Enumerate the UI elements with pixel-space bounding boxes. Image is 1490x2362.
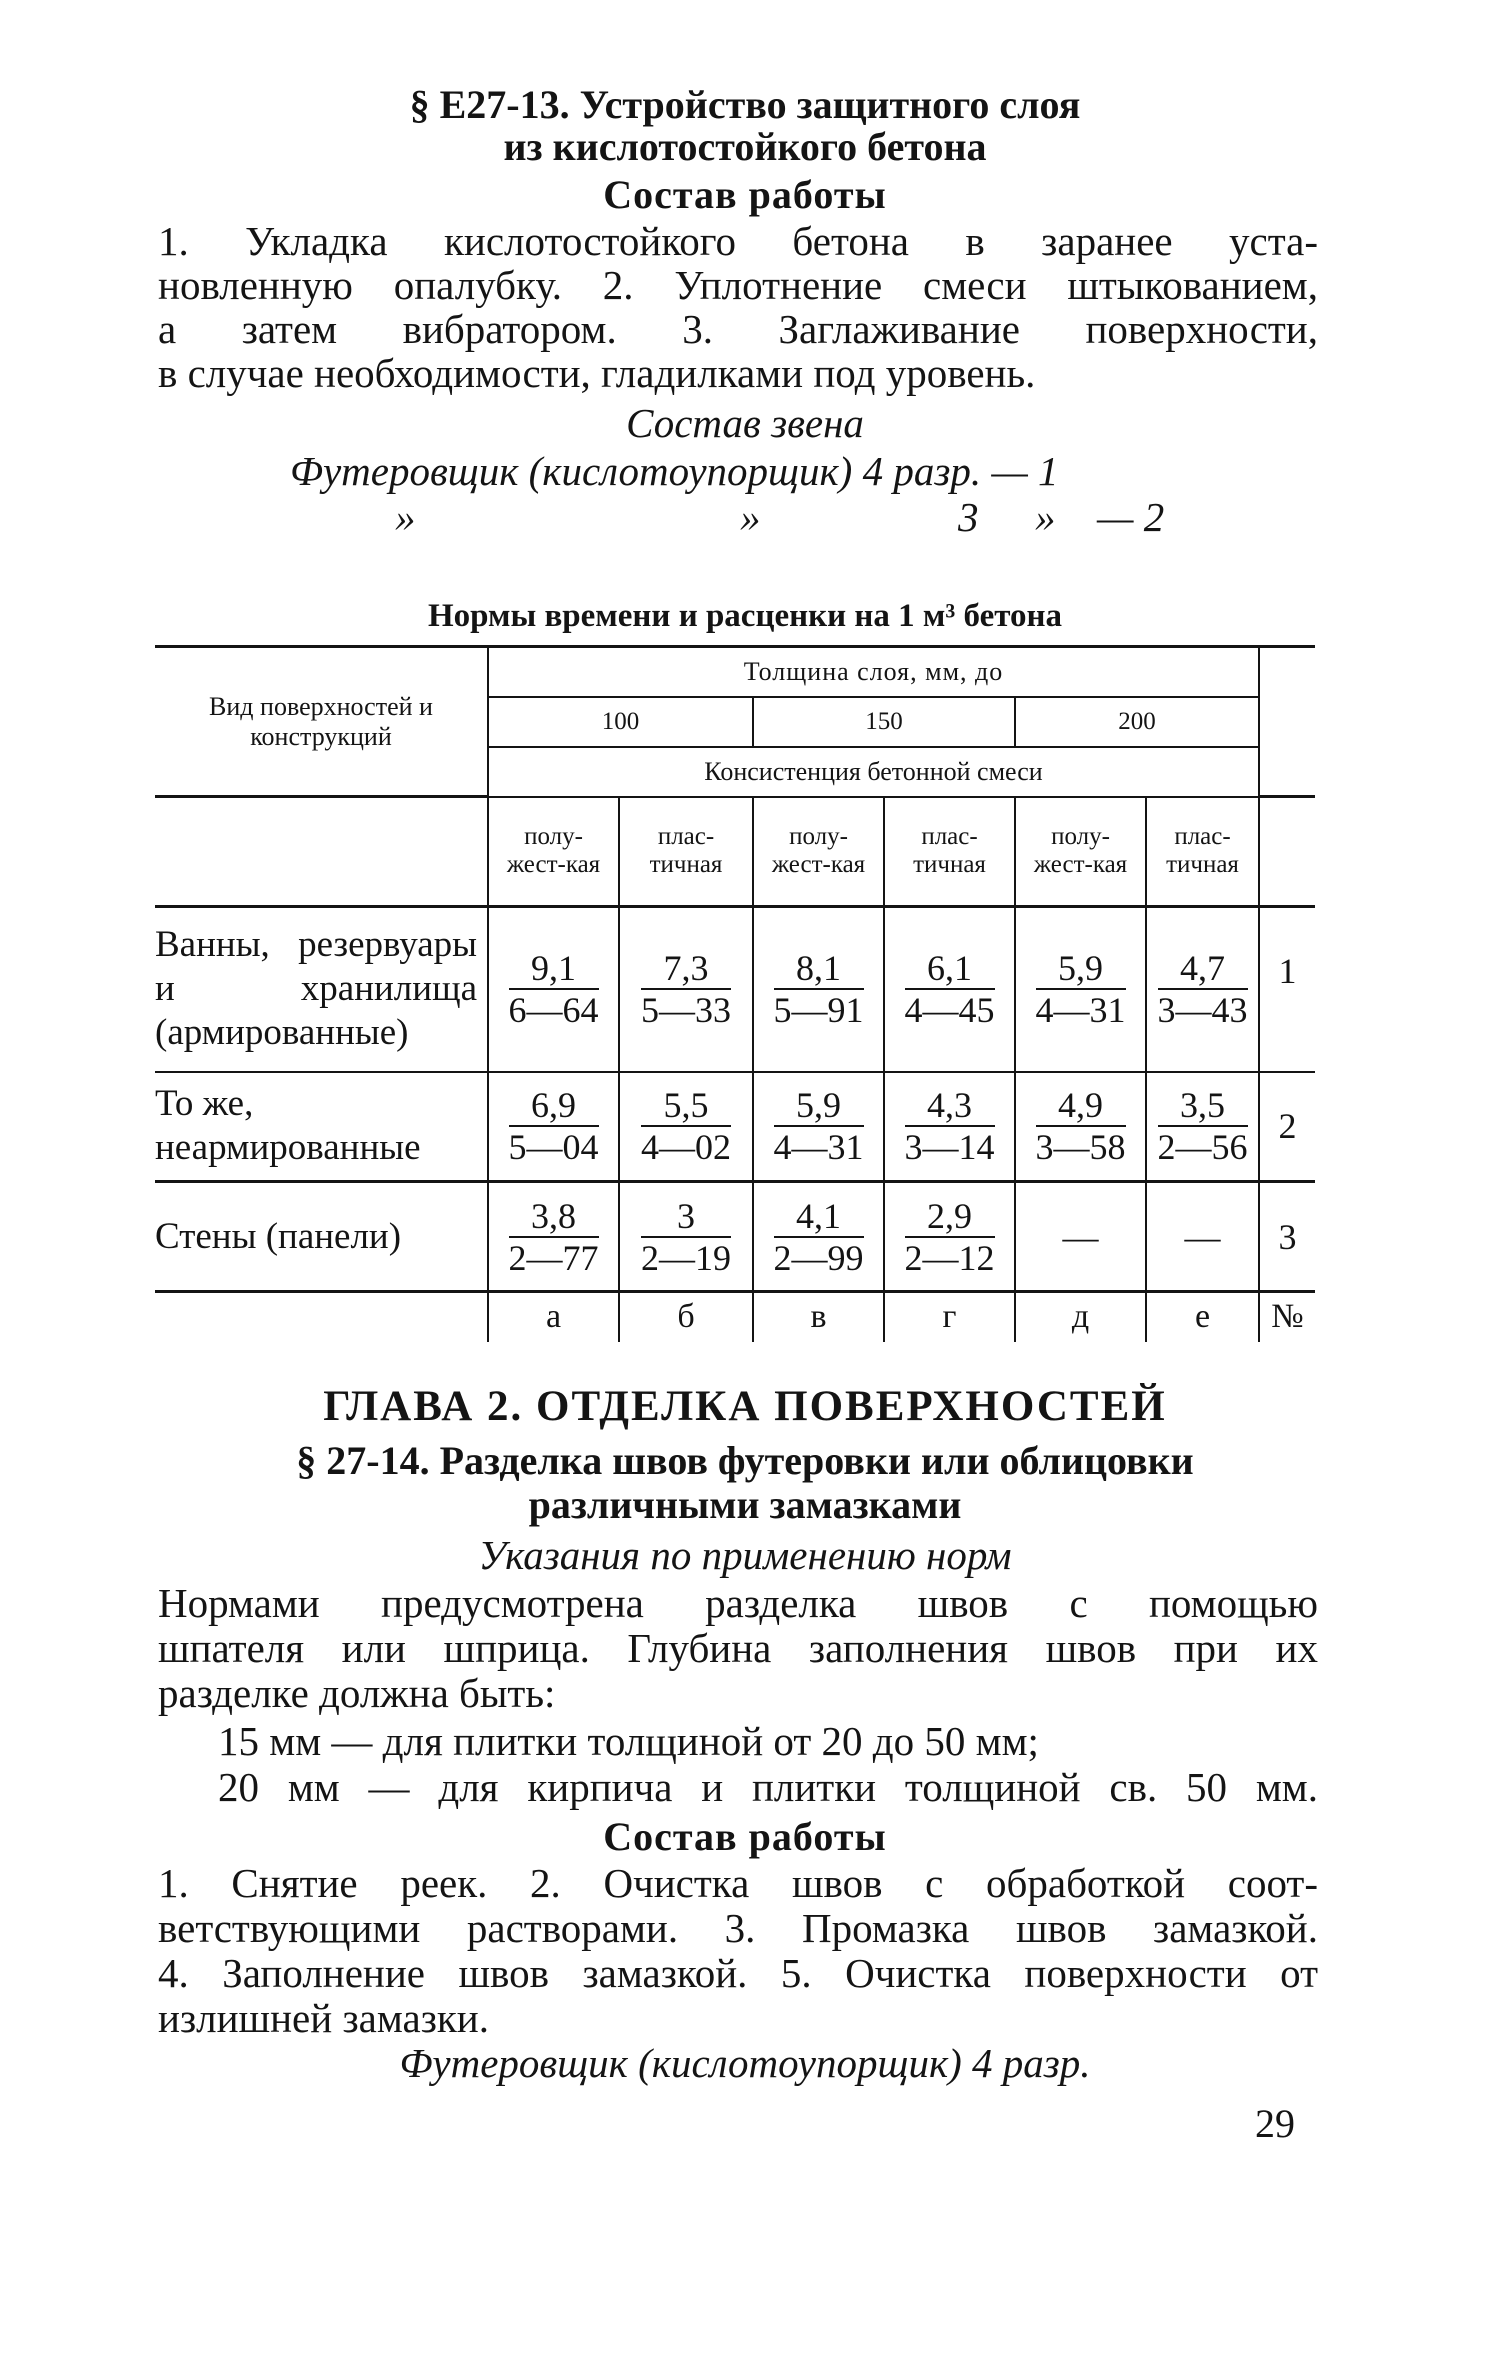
table-cell: $\frac{7,3}{5—33}$ xyxy=(619,907,753,1072)
ditto-mark: » xyxy=(740,494,761,540)
table-cell: $\frac{6,9}{5—04}$ xyxy=(488,1072,619,1182)
number-label: № xyxy=(1259,1292,1315,1342)
table-caption: Нормы времени и расценки на 1 м³ бетона xyxy=(427,598,1063,634)
table-cell: $\frac{8,1}{5—91}$ xyxy=(753,907,884,1072)
section-title-line1: § 27-14. Разделка швов футеровки или облицовки xyxy=(296,1438,1194,1483)
table-cell: $\frac{6,1}{4—45}$ xyxy=(884,907,1015,1072)
thickness-header: Толщина слоя, мм, до xyxy=(488,647,1259,697)
page-number: 29 xyxy=(1255,2101,1295,2146)
norms-table xyxy=(155,645,1315,1342)
table-row xyxy=(155,1182,1315,1292)
table-cell-dash: — xyxy=(1015,1182,1146,1292)
table-cell: $\frac{2,9}{2—12}$ xyxy=(884,1182,1015,1292)
consistency-plastic: плас-тичная xyxy=(884,797,1015,907)
depth-line: 15 мм — для плитки толщиной от 20 до 50 мм; xyxy=(218,1718,1039,1764)
column-letter: б xyxy=(619,1292,753,1342)
table-cell: $\frac{9,1}{6—64}$ xyxy=(488,907,619,1072)
table-cell: $\frac{4,9}{3—58}$ xyxy=(1015,1072,1146,1182)
table-cell: $\frac{3}{2—19}$ xyxy=(619,1182,753,1292)
crew-heading: Состав звена xyxy=(626,400,864,446)
work-line: а затем вибратором. 3. Заглаживание поверхности, xyxy=(158,306,1318,352)
work-line: новленную опалубку. 2. Уплотнение смеси штыкованием, xyxy=(158,262,1318,308)
row-header: Вид поверхностей и конструкций xyxy=(155,647,488,797)
table-cell: $\frac{4,1}{2—99}$ xyxy=(753,1182,884,1292)
crew-line-1: Футеровщик (кислотоупорщик) 4 разр. — 1 xyxy=(290,448,1059,494)
chapter-title: ГЛАВА 2. ОТДЕЛКА ПОВЕРХНОСТЕЙ xyxy=(323,1383,1167,1430)
guidance-line: шпателя или шприца. Глубина заполнения швов при их xyxy=(158,1625,1318,1671)
table-cell: $\frac{4,7}{3—43}$ xyxy=(1146,907,1259,1072)
crew-count: — 2 xyxy=(1097,494,1165,540)
consistency-plastic: плас-тичная xyxy=(1146,797,1259,907)
row-name: То же, неармированные xyxy=(155,1083,421,1169)
work-line: 1. Укладка кислотостойкого бетона в заранее уста- xyxy=(158,218,1318,264)
table-row xyxy=(155,907,1315,1072)
table-cell: $\frac{4,3}{3—14}$ xyxy=(884,1072,1015,1182)
table-cell: $\frac{5,9}{4—31}$ xyxy=(1015,907,1146,1072)
table-cell: $\frac{3,5}{2—56}$ xyxy=(1146,1072,1259,1182)
section-title-line1: § Е27-13. Устройство защитного слоя xyxy=(409,82,1081,127)
consistency-semi-stiff: полу-жест-кая xyxy=(1015,797,1146,907)
row-number: 3 xyxy=(1259,1182,1315,1292)
ditto-mark: » xyxy=(395,494,416,540)
column-letter: д xyxy=(1015,1292,1146,1342)
guidance-line: Нормами предусмотрена разделка швов с помощью xyxy=(158,1580,1318,1626)
table-row xyxy=(155,1072,1315,1182)
row-number: 1 xyxy=(1259,907,1315,1072)
consistency-header: Консистенция бетонной смеси xyxy=(488,747,1259,797)
work-line: в случае необходимости, гладилками под уровень. xyxy=(158,350,1036,396)
depth-line: 20 мм — для кирпича и плитки толщиной св. 50 мм. xyxy=(218,1764,1318,1810)
thickness-200: 200 xyxy=(1015,697,1259,747)
column-letters-row xyxy=(155,1292,1315,1342)
consistency-plastic: плас-тичная xyxy=(619,797,753,907)
column-letter: е xyxy=(1146,1292,1259,1342)
column-letter: г xyxy=(884,1292,1015,1342)
section-title-line2: различными замазками xyxy=(528,1482,962,1527)
crew-grade: 3 xyxy=(958,494,979,540)
thickness-100: 100 xyxy=(488,697,753,747)
guidance-heading: Указания по применению норм xyxy=(478,1532,1012,1578)
work-heading: Состав работы xyxy=(603,1814,887,1859)
column-letter: а xyxy=(488,1292,619,1342)
row-number: 2 xyxy=(1259,1072,1315,1182)
consistency-semi-stiff: полу-жест-кая xyxy=(753,797,884,907)
work-line: излишней замазки. xyxy=(158,1995,490,2041)
table-cell-dash: — xyxy=(1146,1182,1259,1292)
table-cell: $\frac{5,9}{4—31}$ xyxy=(753,1072,884,1182)
guidance-line: разделке должна быть: xyxy=(158,1670,556,1716)
ditto-mark: » xyxy=(1035,494,1056,540)
work-line: 4. Заполнение швов замазкой. 5. Очистка поверхности от xyxy=(158,1950,1318,1996)
column-letter: в xyxy=(753,1292,884,1342)
row-name: Ванны, резервуары и хранилища (армированные) xyxy=(155,924,477,1054)
crew-line: Футеровщик (кислотоупорщик) 4 разр. xyxy=(399,2040,1091,2086)
section-title-line2: из кислотостойкого бетона xyxy=(503,124,987,169)
table-cell: $\frac{5,5}{4—02}$ xyxy=(619,1072,753,1182)
row-name: Стены (панели) xyxy=(155,1215,402,1257)
table-cell: $\frac{3,8}{2—77}$ xyxy=(488,1182,619,1292)
thickness-150: 150 xyxy=(753,697,1015,747)
work-line: 1. Снятие реек. 2. Очистка швов с обработкой соот- xyxy=(158,1860,1318,1906)
work-heading: Состав работы xyxy=(603,172,887,217)
work-line: ветствующими растворами. 3. Промазка швов замазкой. xyxy=(158,1905,1318,1951)
consistency-semi-stiff: полу-жест-кая xyxy=(488,797,619,907)
